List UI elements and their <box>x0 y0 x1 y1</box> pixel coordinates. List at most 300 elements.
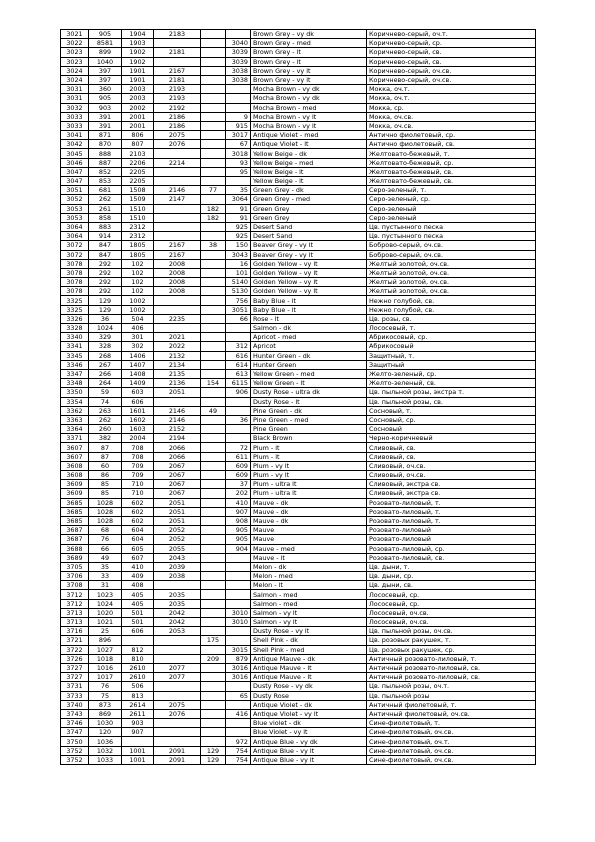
dmc-code-cell: 3712 <box>61 590 89 599</box>
madeira-code-cell: 1510 <box>122 213 154 222</box>
color-name-en-cell: Pine Green <box>251 425 367 434</box>
color-name-ru-cell: Сливовый, экстра св. <box>367 489 536 498</box>
gamma-code-cell: 2136 <box>154 379 201 388</box>
pnk-code-cell <box>201 471 226 480</box>
dmc-code-cell: 3053 <box>61 204 89 213</box>
table-row <box>61 673 536 682</box>
cxc-code-cell <box>226 553 251 562</box>
color-name-en-cell: Blue violet - dk <box>251 719 367 728</box>
pnk-code-cell <box>201 268 226 277</box>
color-name-en-cell: Mocha Brown - vy lt <box>251 112 367 121</box>
madeira-code-cell: 2003 <box>122 85 154 94</box>
color-name-ru-cell: Цв. пустынного песка <box>367 232 536 241</box>
color-name-ru-cell: Коричнево-серый, оч.т. <box>367 30 536 39</box>
color-name-en-cell: Plum - vy lt <box>251 461 367 470</box>
gamma-code-cell: 2186 <box>154 112 201 121</box>
gamma-code-cell: 2051 <box>154 507 201 516</box>
dmc-code-cell: 3608 <box>61 461 89 470</box>
cxc-code-cell: 36 <box>226 415 251 424</box>
color-name-en-cell: Rose - lt <box>251 314 367 323</box>
pnk-code-cell <box>201 581 226 590</box>
table-row <box>61 222 536 231</box>
pnk-code-cell <box>201 360 226 369</box>
gamma-code-cell: 2167 <box>154 241 201 250</box>
color-name-en-cell: Antique Violet - dk <box>251 700 367 709</box>
color-name-en-cell: Golden Yellow - vy lt <box>251 259 367 268</box>
pnk-code-cell <box>201 342 226 351</box>
cxc-code-cell <box>226 425 251 434</box>
anchor-code-cell: 914 <box>89 232 122 241</box>
anchor-code-cell: 328 <box>89 342 122 351</box>
pnk-code-cell <box>201 526 226 535</box>
dmc-code-cell: 3072 <box>61 241 89 250</box>
pnk-code-cell <box>201 149 226 158</box>
cxc-code-cell: 5130 <box>226 287 251 296</box>
pnk-code-cell <box>201 663 226 672</box>
table-row <box>61 737 536 746</box>
color-name-en-cell: Mauve <box>251 526 367 535</box>
color-name-en-cell: Antique Violet - vy lt <box>251 709 367 718</box>
color-name-ru-cell: Мокка, оч.св. <box>367 112 536 121</box>
color-name-en-cell: Antique Violet - lt <box>251 140 367 149</box>
madeira-code-cell: 1603 <box>122 425 154 434</box>
anchor-code-cell: 85 <box>89 480 122 489</box>
table-row <box>61 379 536 388</box>
color-name-ru-cell: Желтовато-бежевый, ср. <box>367 158 536 167</box>
dmc-code-cell: 3052 <box>61 195 89 204</box>
color-name-ru-cell: Сливовый, св. <box>367 452 536 461</box>
pnk-code-cell <box>201 599 226 608</box>
anchor-code-cell: 847 <box>89 241 122 250</box>
color-name-en-cell: Blue Violet - vy lt <box>251 728 367 737</box>
anchor-code-cell: 1024 <box>89 599 122 608</box>
dmc-code-cell: 3022 <box>61 39 89 48</box>
color-name-ru-cell: Лососевый, ср. <box>367 599 536 608</box>
madeira-code-cell: 1510 <box>122 204 154 213</box>
table-row <box>61 461 536 470</box>
dmc-code-cell: 3047 <box>61 177 89 186</box>
cxc-code-cell <box>226 562 251 571</box>
color-name-en-cell: Salmon - vy lt <box>251 618 367 627</box>
cxc-code-cell: 416 <box>226 709 251 718</box>
anchor-code-cell: 853 <box>89 177 122 186</box>
table-row <box>61 103 536 112</box>
anchor-code-cell: 266 <box>89 369 122 378</box>
anchor-code-cell: 74 <box>89 397 122 406</box>
dmc-code-cell: 3740 <box>61 700 89 709</box>
pnk-code-cell <box>201 131 226 140</box>
pnk-code-cell <box>201 94 226 103</box>
madeira-code-cell: 813 <box>122 691 154 700</box>
gamma-code-cell: 2091 <box>154 746 201 755</box>
color-name-ru-cell: Мокка, ср. <box>367 103 536 112</box>
color-name-ru-cell: Коричнево-серый, оч.св. <box>367 75 536 84</box>
anchor-code-cell: 261 <box>89 204 122 213</box>
pnk-code-cell <box>201 85 226 94</box>
gamma-code-cell: 2022 <box>154 342 201 351</box>
madeira-code-cell: 1509 <box>122 195 154 204</box>
table-row <box>61 388 536 397</box>
color-name-ru-cell: Желтовато-бежевый, св. <box>367 167 536 176</box>
madeira-code-cell: 405 <box>122 599 154 608</box>
table-row <box>61 544 536 553</box>
gamma-code-cell: 2186 <box>154 121 201 130</box>
color-name-ru-cell: Желтый золотой, оч.св. <box>367 287 536 296</box>
dmc-code-cell: 3031 <box>61 85 89 94</box>
cxc-code-cell: 202 <box>226 489 251 498</box>
madeira-code-cell: 1805 <box>122 241 154 250</box>
dmc-code-cell: 3041 <box>61 131 89 140</box>
anchor-code-cell: 883 <box>89 222 122 231</box>
gamma-code-cell: 2039 <box>154 562 201 571</box>
table-row <box>61 755 536 764</box>
madeira-code-cell: 2002 <box>122 103 154 112</box>
madeira-code-cell: 807 <box>122 140 154 149</box>
madeira-code-cell: 1001 <box>122 746 154 755</box>
color-name-en-cell: Green Grey <box>251 204 367 213</box>
color-name-en-cell: Plum - lt <box>251 443 367 452</box>
pnk-code-cell <box>201 232 226 241</box>
gamma-code-cell: 2052 <box>154 526 201 535</box>
color-name-en-cell: Mauve - med <box>251 544 367 553</box>
anchor-code-cell: 391 <box>89 121 122 130</box>
table-row <box>61 48 536 57</box>
pnk-code-cell <box>201 296 226 305</box>
gamma-code-cell: 2146 <box>154 186 201 195</box>
color-name-en-cell: Dusty Rose - vy lt <box>251 627 367 636</box>
table-row <box>61 507 536 516</box>
cxc-code-cell: 66 <box>226 314 251 323</box>
madeira-code-cell: 709 <box>122 471 154 480</box>
gamma-code-cell <box>154 324 201 333</box>
color-name-en-cell: Brown Grey - vy lt <box>251 75 367 84</box>
dmc-code-cell: 3608 <box>61 471 89 480</box>
cxc-code-cell: 614 <box>226 360 251 369</box>
anchor-code-cell: 681 <box>89 186 122 195</box>
pnk-code-cell: 38 <box>201 241 226 250</box>
cxc-code-cell <box>226 627 251 636</box>
dmc-code-cell: 3716 <box>61 627 89 636</box>
table-row <box>61 268 536 277</box>
dmc-code-cell: 3024 <box>61 66 89 75</box>
color-name-ru-cell: Сосновый <box>367 425 536 434</box>
color-name-en-cell: Yellow Beige - med <box>251 158 367 167</box>
madeira-code-cell: 410 <box>122 562 154 571</box>
color-name-ru-cell: Коричнево-серый, оч.св. <box>367 66 536 75</box>
dmc-code-cell: 3706 <box>61 572 89 581</box>
madeira-code-cell: 1904 <box>122 30 154 39</box>
cxc-code-cell <box>226 30 251 39</box>
color-name-en-cell: Antique Blue - vy lt <box>251 746 367 755</box>
cxc-code-cell: 67 <box>226 140 251 149</box>
pnk-code-cell <box>201 75 226 84</box>
color-name-en-cell: Shell Pink - med <box>251 645 367 654</box>
cxc-code-cell: 3015 <box>226 645 251 654</box>
dmc-code-cell: 3688 <box>61 544 89 553</box>
anchor-code-cell: 33 <box>89 572 122 581</box>
anchor-code-cell: 1036 <box>89 737 122 746</box>
dmc-code-cell: 3713 <box>61 618 89 627</box>
dmc-code-cell: 3078 <box>61 259 89 268</box>
color-name-en-cell: Plum - ultra lt <box>251 489 367 498</box>
dmc-code-cell: 3078 <box>61 278 89 287</box>
pnk-code-cell: 77 <box>201 186 226 195</box>
table-body <box>61 30 536 765</box>
gamma-code-cell <box>154 222 201 231</box>
cxc-code-cell <box>226 728 251 737</box>
madeira-code-cell: 2205 <box>122 167 154 176</box>
color-name-ru-cell: Нежно голубой, св. <box>367 305 536 314</box>
dmc-code-cell: 3045 <box>61 149 89 158</box>
gamma-code-cell <box>154 691 201 700</box>
gamma-code-cell: 2052 <box>154 535 201 544</box>
gamma-code-cell: 2051 <box>154 388 201 397</box>
table-row <box>61 369 536 378</box>
gamma-code-cell: 2042 <box>154 608 201 617</box>
gamma-code-cell: 2075 <box>154 700 201 709</box>
table-row <box>61 535 536 544</box>
table-row <box>61 186 536 195</box>
table-row <box>61 94 536 103</box>
pnk-code-cell <box>201 645 226 654</box>
pnk-code-cell <box>201 66 226 75</box>
madeira-code-cell: 501 <box>122 618 154 627</box>
madeira-code-cell: 2611 <box>122 709 154 718</box>
color-name-ru-cell: Цв. дыни, св. <box>367 581 536 590</box>
cxc-code-cell: 91 <box>226 204 251 213</box>
color-name-en-cell: Plum - vy lt <box>251 471 367 480</box>
color-name-ru-cell: Сине-фиолетовый, оч.т. <box>367 737 536 746</box>
table-row <box>61 259 536 268</box>
pnk-code-cell <box>201 608 226 617</box>
madeira-code-cell: 2312 <box>122 232 154 241</box>
pnk-code-cell <box>201 682 226 691</box>
table-row <box>61 516 536 525</box>
gamma-code-cell: 2066 <box>154 452 201 461</box>
pnk-code-cell <box>201 562 226 571</box>
color-name-en-cell: Antique Mauve - lt <box>251 663 367 672</box>
gamma-code-cell: 2042 <box>154 618 201 627</box>
gamma-code-cell: 2132 <box>154 351 201 360</box>
madeira-code-cell: 602 <box>122 516 154 525</box>
cxc-code-cell: 3038 <box>226 75 251 84</box>
madeira-code-cell: 406 <box>122 324 154 333</box>
pnk-code-cell <box>201 305 226 314</box>
pnk-code-cell <box>201 121 226 130</box>
madeira-code-cell: 2001 <box>122 112 154 121</box>
madeira-code-cell: 408 <box>122 581 154 590</box>
cxc-code-cell: 3039 <box>226 57 251 66</box>
dmc-code-cell: 3023 <box>61 57 89 66</box>
color-name-en-cell: Mocha Brown - vy dk <box>251 85 367 94</box>
cxc-code-cell: 905 <box>226 535 251 544</box>
gamma-code-cell <box>154 737 201 746</box>
anchor-code-cell: 873 <box>89 700 122 709</box>
anchor-code-cell: 292 <box>89 287 122 296</box>
cxc-code-cell <box>226 85 251 94</box>
anchor-code-cell: 847 <box>89 250 122 259</box>
table-row <box>61 406 536 415</box>
pnk-code-cell <box>201 369 226 378</box>
dmc-code-cell: 3687 <box>61 535 89 544</box>
color-name-en-cell: Baby Blue - lt <box>251 305 367 314</box>
pnk-code-cell <box>201 324 226 333</box>
cxc-code-cell <box>226 700 251 709</box>
madeira-code-cell: 504 <box>122 314 154 323</box>
dmc-code-cell: 3727 <box>61 663 89 672</box>
madeira-code-cell: 1901 <box>122 75 154 84</box>
color-name-ru-cell: Цв. розовых ракушек, ср. <box>367 645 536 654</box>
pnk-code-cell <box>201 388 226 397</box>
pnk-code-cell <box>201 498 226 507</box>
dmc-code-cell: 3733 <box>61 691 89 700</box>
madeira-code-cell: 602 <box>122 498 154 507</box>
gamma-code-cell: 2075 <box>154 131 201 140</box>
anchor-code-cell: 1028 <box>89 498 122 507</box>
color-name-ru-cell: Боброво-серый, оч.св. <box>367 250 536 259</box>
dmc-code-cell: 3078 <box>61 287 89 296</box>
table-row <box>61 85 536 94</box>
color-name-ru-cell: Цв. пыльной розы <box>367 691 536 700</box>
table-row <box>61 213 536 222</box>
cxc-code-cell: 6115 <box>226 379 251 388</box>
anchor-code-cell: 8581 <box>89 39 122 48</box>
cxc-code-cell: 91 <box>226 213 251 222</box>
color-name-ru-cell: Серо-зеленый <box>367 204 536 213</box>
table-row <box>61 608 536 617</box>
dmc-code-cell: 3708 <box>61 581 89 590</box>
cxc-code-cell: 3051 <box>226 305 251 314</box>
gamma-code-cell: 2008 <box>154 268 201 277</box>
color-name-en-cell: Green Grey - dk <box>251 186 367 195</box>
table-row <box>61 471 536 480</box>
anchor-code-cell: 1028 <box>89 516 122 525</box>
anchor-code-cell: 129 <box>89 305 122 314</box>
gamma-code-cell: 2091 <box>154 755 201 764</box>
cxc-code-cell: 907 <box>226 507 251 516</box>
table-row <box>61 57 536 66</box>
pnk-code-cell <box>201 397 226 406</box>
madeira-code-cell: 605 <box>122 544 154 553</box>
dmc-code-cell: 3607 <box>61 443 89 452</box>
pnk-code-cell <box>201 627 226 636</box>
gamma-code-cell: 2183 <box>154 30 201 39</box>
anchor-code-cell: 869 <box>89 709 122 718</box>
color-name-ru-cell: Абрикосовый <box>367 342 536 351</box>
anchor-code-cell: 59 <box>89 388 122 397</box>
gamma-code-cell: 2193 <box>154 94 201 103</box>
table-row <box>61 149 536 158</box>
gamma-code-cell: 2053 <box>154 627 201 636</box>
madeira-code-cell: 1602 <box>122 415 154 424</box>
anchor-code-cell: 1027 <box>89 645 122 654</box>
cxc-code-cell: 609 <box>226 461 251 470</box>
anchor-code-cell: 1020 <box>89 608 122 617</box>
cxc-code-cell: 3016 <box>226 663 251 672</box>
anchor-code-cell: 66 <box>89 544 122 553</box>
anchor-code-cell: 1032 <box>89 746 122 755</box>
pnk-code-cell <box>201 287 226 296</box>
cxc-code-cell: 3017 <box>226 131 251 140</box>
dmc-code-cell: 3033 <box>61 121 89 130</box>
gamma-code-cell <box>154 636 201 645</box>
gamma-code-cell <box>154 581 201 590</box>
madeira-code-cell: 1601 <box>122 406 154 415</box>
anchor-code-cell: 76 <box>89 682 122 691</box>
color-name-en-cell: Melon - dk <box>251 562 367 571</box>
color-name-en-cell: Yellow Green - lt <box>251 379 367 388</box>
anchor-code-cell: 903 <box>89 103 122 112</box>
anchor-code-cell: 887 <box>89 158 122 167</box>
madeira-code-cell: 708 <box>122 452 154 461</box>
cxc-code-cell: 616 <box>226 351 251 360</box>
cxc-code-cell: 925 <box>226 232 251 241</box>
gamma-code-cell <box>154 645 201 654</box>
pnk-code-cell <box>201 39 226 48</box>
gamma-code-cell: 2066 <box>154 443 201 452</box>
table-row <box>61 425 536 434</box>
cxc-code-cell: 754 <box>226 755 251 764</box>
color-name-ru-cell: Мокка, оч.т. <box>367 85 536 94</box>
dmc-code-cell: 3023 <box>61 48 89 57</box>
anchor-code-cell: 1023 <box>89 590 122 599</box>
dmc-code-cell: 3722 <box>61 645 89 654</box>
madeira-code-cell <box>122 636 154 645</box>
madeira-code-cell: 2003 <box>122 94 154 103</box>
cxc-code-cell: 972 <box>226 737 251 746</box>
table-row <box>61 112 536 121</box>
madeira-code-cell: 2103 <box>122 149 154 158</box>
color-name-ru-cell: Сливовый, оч.св. <box>367 461 536 470</box>
color-name-ru-cell: Сливовый, оч.св. <box>367 471 536 480</box>
color-name-ru-cell: Черно-коричневый <box>367 434 536 443</box>
dmc-code-cell: 3346 <box>61 360 89 369</box>
cxc-code-cell: 72 <box>226 443 251 452</box>
color-name-ru-cell: Лососевый, оч.св. <box>367 608 536 617</box>
anchor-code-cell: 1033 <box>89 755 122 764</box>
table-row <box>61 30 536 39</box>
color-name-ru-cell: Серо-зеленый, т. <box>367 186 536 195</box>
dmc-code-cell: 3750 <box>61 737 89 746</box>
pnk-code-cell <box>201 480 226 489</box>
table-row <box>61 618 536 627</box>
color-name-ru-cell: Желтый золотой, оч.св. <box>367 278 536 287</box>
color-name-ru-cell: Цв. пыльной розы, оч.св. <box>367 627 536 636</box>
gamma-code-cell <box>154 213 201 222</box>
table-row <box>61 562 536 571</box>
color-name-en-cell: Salmon - dk <box>251 324 367 333</box>
madeira-code-cell: 102 <box>122 287 154 296</box>
dmc-code-cell: 3712 <box>61 599 89 608</box>
pnk-code-cell: 49 <box>201 406 226 415</box>
dmc-code-cell: 3721 <box>61 636 89 645</box>
madeira-code-cell: 301 <box>122 333 154 342</box>
color-name-ru-cell: Цв. розы, св. <box>367 314 536 323</box>
anchor-code-cell: 1030 <box>89 719 122 728</box>
color-name-en-cell: Brown Grey - vy lt <box>251 66 367 75</box>
color-name-en-cell: Mauve <box>251 535 367 544</box>
pnk-code-cell <box>201 719 226 728</box>
gamma-code-cell: 2021 <box>154 333 201 342</box>
madeira-code-cell: 604 <box>122 526 154 535</box>
table-row <box>61 177 536 186</box>
madeira-code-cell: 606 <box>122 397 154 406</box>
cxc-code-cell <box>226 590 251 599</box>
cxc-code-cell: 93 <box>226 158 251 167</box>
pnk-code-cell <box>201 673 226 682</box>
dmc-code-cell: 3033 <box>61 112 89 121</box>
table-row <box>61 121 536 130</box>
